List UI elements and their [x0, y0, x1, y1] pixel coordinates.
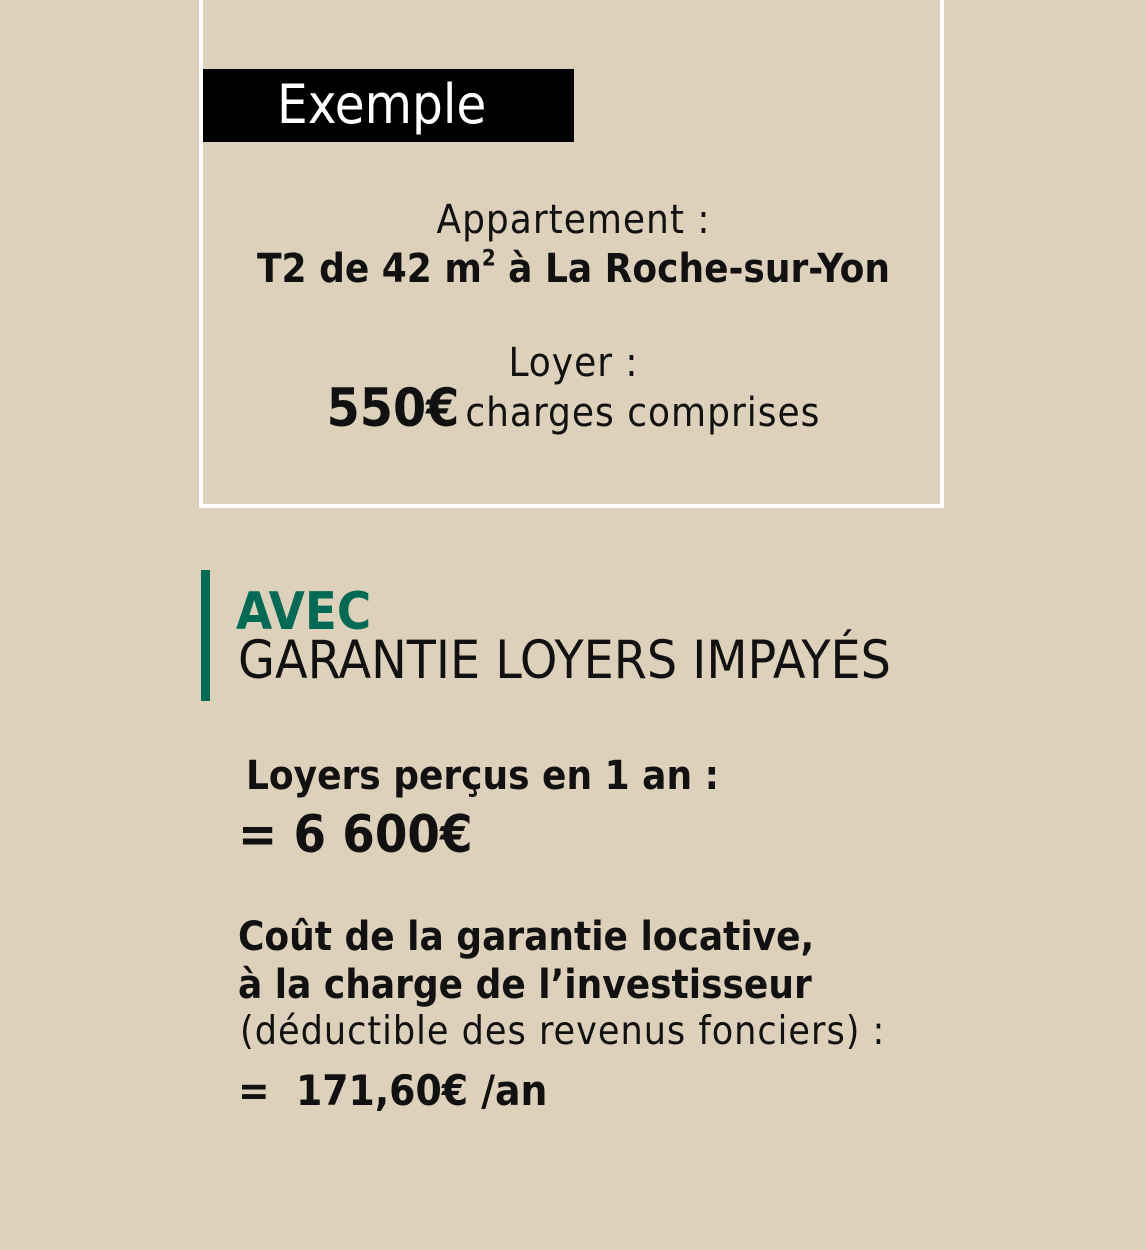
cost-line-1: Coût de la garantie locative,	[238, 914, 815, 960]
rent-received-value: = 6 600€	[238, 805, 473, 865]
section-heading-accent: AVEC	[236, 582, 372, 642]
rent-line	[199, 378, 948, 444]
example-label-badge	[203, 69, 574, 142]
rent-amount: 550€	[326, 378, 460, 439]
rent-suffix: charges comprises	[465, 390, 821, 436]
section-heading-main: GARANTIE LOYERS IMPAYÉS	[238, 630, 891, 691]
cost-value: = 171,60€ /an	[238, 1066, 548, 1115]
rent-received-label: Loyers perçus en 1 an :	[246, 753, 719, 799]
cost-line-2: à la charge de l’investisseur	[238, 962, 812, 1008]
apartment-description-prefix: T2 de 42 m	[256, 246, 482, 292]
apartment-area-exponent: 2	[481, 246, 496, 272]
apartment-label: Appartement :	[436, 197, 711, 243]
cost-note: (déductible des revenus fonciers) :	[240, 1009, 886, 1054]
apartment-description	[199, 245, 948, 293]
example-label-text: Exemple	[277, 73, 487, 136]
rent-label: Loyer :	[508, 340, 639, 386]
section-accent-bar	[201, 570, 210, 701]
apartment-description-location: à La Roche-sur-Yon	[495, 246, 891, 292]
